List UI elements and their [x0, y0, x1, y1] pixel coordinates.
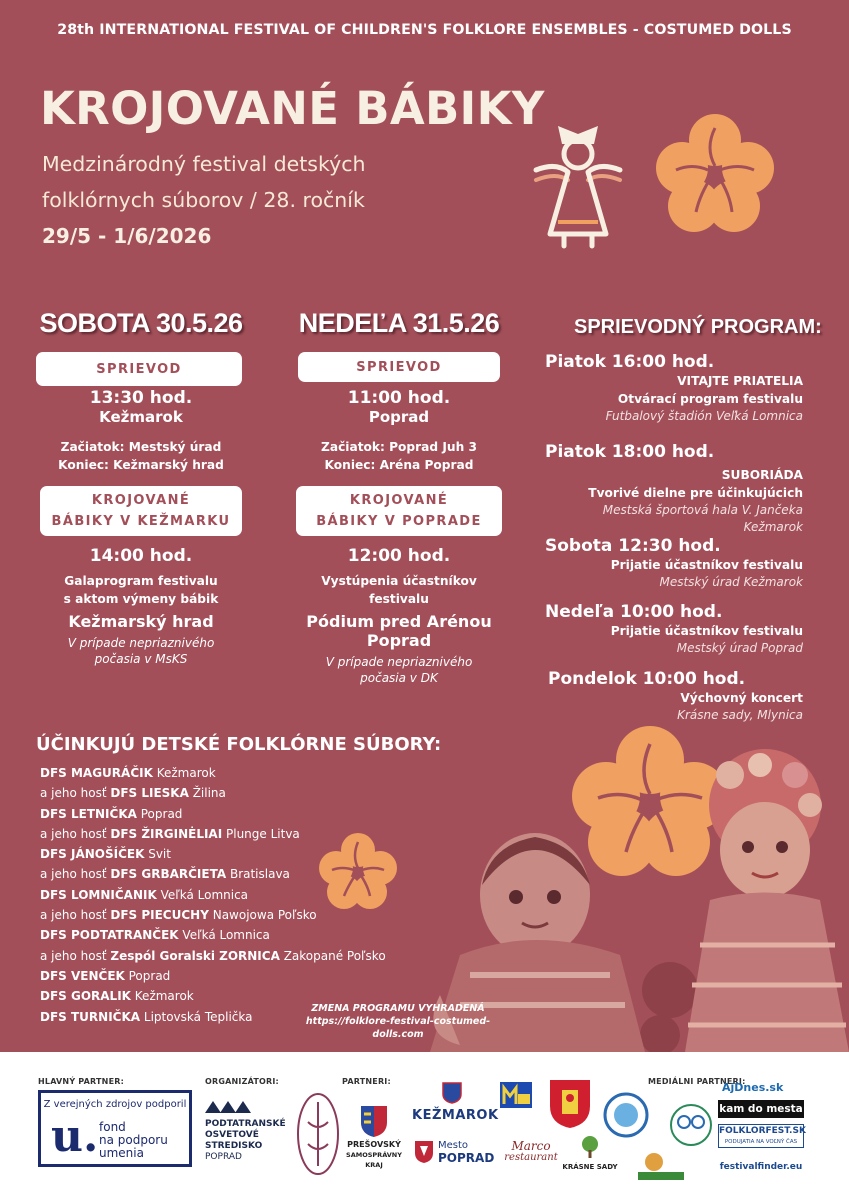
velka-lomnica-crest-icon	[548, 1078, 592, 1130]
krasne-sady-name: KRÁSNE SADY	[562, 1163, 618, 1171]
organizers-label: ORGANIZÁTORI:	[205, 1077, 279, 1086]
ensemble-name: DFS LIESKA	[110, 786, 189, 801]
kezmarok-name: KEŽMAROK	[412, 1108, 499, 1123]
marco-line: restaurant	[504, 1152, 558, 1163]
flower-decoration-icon	[318, 830, 398, 910]
fpu-name-line: umenia	[99, 1146, 144, 1160]
ensemble-prefix: a jeho hosť	[40, 826, 111, 841]
rain-note: V prípade nepriaznivého	[325, 655, 473, 669]
side-program-name: Otvárací program festivalu	[617, 392, 803, 406]
ensemble-name: DFS PIECUCHY	[110, 908, 209, 923]
ensemble-name: DFS VENČEK	[40, 968, 125, 983]
ensembles-title: ÚČINKUJÚ DETSKÉ FOLKLÓRNE SÚBORY:	[36, 734, 442, 755]
ensemble-name: DFS ŽIRGINĖLIAI	[110, 826, 223, 841]
crest-icon	[414, 1140, 434, 1164]
show-label-line: BÁBIKY V POPRADE	[316, 514, 482, 529]
program-change-note	[283, 1002, 513, 1041]
festival-emblem-icon	[296, 1092, 340, 1176]
pos-line: OSVETOVÉ	[205, 1130, 259, 1140]
festivalfinder-name: festivalfinder.eu	[719, 1162, 803, 1172]
show-label-line: KROJOVANÉ	[91, 493, 191, 508]
sunday-heading: NEDEĽA 31.5.26	[298, 308, 500, 338]
list-item	[40, 949, 386, 969]
pos-line: PODTATRANSKÉ	[205, 1119, 286, 1129]
ensemble-town: Zakopané Poľsko	[279, 948, 386, 963]
parade-label: SPRIEVOD	[36, 352, 242, 386]
parade-end: Koniec: Kežmarský hrad	[58, 458, 224, 472]
poprad-line: Mesto	[438, 1140, 469, 1151]
pos-line: STREDISKO	[205, 1141, 263, 1151]
ensemble-town: Kežmarok	[130, 989, 194, 1004]
ensemble-name: DFS LETNIČKA	[40, 806, 137, 821]
side-program-name: Výchovný koncert	[680, 691, 803, 705]
ensemble-name: Zespól Goralski ZORNICA	[110, 948, 280, 963]
ensemble-town: Bratislava	[226, 867, 290, 882]
museum-logo-icon	[496, 1078, 536, 1118]
ensemble-town: Svit	[144, 847, 171, 862]
ensemble-name: DFS LOMNIČANIK	[40, 887, 157, 902]
side-program-location: Futbalový štadión Veľká Lomnica	[605, 409, 803, 423]
saturday-heading: SOBOTA 30.5.26	[39, 308, 243, 338]
ensemble-name: DFS TURNIČKA	[40, 1009, 141, 1024]
parade-town: Poprad	[368, 408, 430, 426]
ensemble-town: Kežmarok	[152, 766, 216, 780]
ensemble-name: DFS PODTATRANČEK	[40, 928, 179, 943]
parade-start: Začiatok: Mestský úrad	[60, 440, 222, 454]
show-desc: s aktom výmeny bábik	[63, 592, 219, 606]
ajdnes-name: AjDnes.sk	[722, 1081, 784, 1094]
show-venue: Kežmarský hrad	[68, 612, 214, 631]
show-desc: Galaprogram festivalu	[64, 574, 218, 588]
folklorfest-logo	[718, 1124, 804, 1148]
list-item	[40, 786, 386, 806]
rain-note: V prípade nepriaznivého	[67, 636, 215, 650]
ensemble-town: Poprad	[136, 806, 183, 821]
side-program-name: Prijatie účastníkov festivalu	[610, 558, 803, 572]
side-program-location: Mestský úrad Poprad	[676, 641, 803, 655]
folklorfest-name: FOLKLORFEST.SK	[719, 1126, 806, 1136]
rain-note: počasia v DK	[360, 671, 438, 685]
side-program-item	[545, 602, 803, 657]
pos-line: POPRAD	[205, 1152, 242, 1162]
side-program-item	[545, 442, 803, 536]
subtitle-line: Medzinárodný festival detských	[42, 152, 366, 176]
saturday-column	[36, 308, 246, 667]
ensemble-town: Veľká Lomnica	[156, 887, 249, 902]
fpu-top-text: Z verejných zdrojov podporil	[43, 1099, 187, 1110]
ensemble-name: DFS JÁNOŠÍČEK	[40, 847, 145, 862]
side-program-time: Pondelok 10:00 hod.	[548, 669, 746, 689]
show-desc: Vystúpenia účastníkov	[321, 574, 477, 588]
ensemble-town: Plunge Litva	[222, 826, 300, 841]
festival-english-title: 28th INTERNATIONAL FESTIVAL OF CHILDREN'S FOLKLORE ENSEMBLES - COSTUMED DOLLS	[57, 22, 792, 38]
show-label	[296, 486, 502, 536]
side-program-item	[545, 352, 803, 425]
flower-decoration-icon	[650, 108, 780, 238]
side-program-name: SUBORIÁDA	[721, 468, 803, 482]
show-label-line: KROJOVANÉ	[349, 493, 449, 508]
pos-poprad-logo	[205, 1098, 295, 1163]
parade-label: SPRIEVOD	[298, 352, 500, 382]
list-item	[40, 766, 386, 786]
parade-town: Kežmarok	[99, 408, 183, 426]
ensemble-name: DFS MAGURÁČIK	[40, 766, 153, 780]
ensemble-town: Veľká Lomnica	[178, 928, 270, 943]
ensemble-town: Poprad	[124, 968, 171, 983]
festival-dates: 29/5 - 1/6/2026	[42, 224, 212, 248]
side-program-location: Krásne sady, Mlynica	[677, 708, 803, 722]
poprad-line: POPRAD	[438, 1151, 495, 1165]
list-item	[40, 807, 386, 827]
parade-end: Koniec: Aréna Poprad	[324, 458, 474, 472]
festival-subtitle	[42, 146, 366, 218]
tree-icon	[580, 1136, 600, 1158]
fpu-name-line: fond	[99, 1120, 126, 1134]
list-item	[40, 908, 386, 928]
side-program-time: Sobota 12:30 hod.	[545, 536, 721, 556]
kamdomesta-name: kam do mesta	[719, 1103, 803, 1115]
show-time: 12:00 hod.	[347, 546, 451, 566]
parade-start: Začiatok: Poprad Juh 3	[321, 440, 477, 454]
psk-line: PREŠOVSKÝ	[347, 1140, 401, 1149]
partners-footer	[0, 1052, 849, 1200]
list-item	[40, 928, 386, 948]
sponsor-mascot-icon	[634, 1150, 688, 1184]
folklore-fan-logo-icon	[668, 1102, 714, 1148]
ensemble-prefix: a jeho hosť	[40, 867, 111, 882]
fpu-name	[99, 1121, 168, 1160]
marco-line: Marco	[511, 1139, 551, 1153]
show-venue: Pódium pred Arénou Poprad	[306, 612, 492, 650]
side-program-location: Mestský úrad Kežmarok	[659, 575, 803, 589]
show-label-line: BÁBIKY V KEŽMARKU	[51, 514, 231, 529]
kezmarok-logo	[412, 1082, 499, 1123]
fpu-logo	[38, 1090, 192, 1167]
folklorfest-sub: PODUJATIA NA VOĽNÝ ČAS	[724, 1139, 798, 1145]
media-partners-label: MEDIÁLNI PARTNERI:	[648, 1077, 746, 1086]
side-program-item	[548, 669, 803, 724]
side-program-time: Nedeľa 10:00 hod.	[545, 602, 723, 622]
mountains-icon	[205, 1099, 251, 1113]
ensemble-prefix: a jeho hosť	[40, 786, 111, 801]
unesco-style-logo-icon	[603, 1092, 649, 1138]
side-program-name: Tvorivé dielne pre účinkujúcich	[588, 486, 803, 500]
list-item	[40, 969, 386, 989]
side-program-name: VITAJTE PRIATELIA	[677, 374, 803, 388]
show-time: 14:00 hod.	[89, 546, 193, 566]
doll-outline-icon	[528, 122, 628, 252]
kamdomesta-logo	[718, 1100, 804, 1118]
festivalfinder-logo	[718, 1154, 804, 1173]
side-program-time: Piatok 16:00 hod.	[545, 352, 715, 372]
ensemble-town: Nawojowa Poľsko	[208, 908, 317, 923]
marco-restaurant-logo	[500, 1140, 562, 1164]
show-desc: festivalu	[369, 592, 429, 606]
side-program-item	[545, 536, 803, 591]
parade-time: 11:00 hod.	[347, 388, 451, 408]
ensemble-prefix: a jeho hosť	[40, 948, 111, 963]
krasne-sady-logo	[560, 1136, 620, 1172]
partners-label: PARTNERI:	[342, 1077, 391, 1086]
ensemble-name: DFS GORALIK	[40, 989, 131, 1004]
side-program-location: Mestská športová hala V. Jančeka Kežmarok	[602, 503, 803, 534]
crest-icon	[442, 1082, 462, 1104]
note-line: ZMENA PROGRAMU VYHRADENÁ	[311, 1003, 485, 1014]
parade-time: 13:30 hod.	[89, 388, 193, 408]
sunday-column	[296, 308, 502, 686]
psk-line: SAMOSPRÁVNY KRAJ	[346, 1151, 402, 1169]
side-program-name: Prijatie účastníkov festivalu	[610, 624, 803, 638]
main-partner-label: HLAVNÝ PARTNER:	[38, 1077, 125, 1086]
fpu-name-line: na podporu	[99, 1133, 168, 1147]
ensemble-town: Liptovská Teplička	[140, 1009, 253, 1024]
side-program-title: SPRIEVODNÝ PROGRAM:	[574, 316, 822, 338]
page-title: KROJOVANÉ BÁBIKY	[40, 82, 545, 135]
ensemble-name: DFS GRBARČIETA	[110, 867, 227, 882]
website-link[interactable]: https://folklore-festival-costumed-dolls.com	[305, 1016, 491, 1040]
side-program-time: Piatok 18:00 hod.	[545, 442, 715, 462]
ajdnes-logo	[722, 1076, 806, 1095]
subtitle-line: folklórnych súborov / 28. ročník	[42, 188, 365, 212]
fpu-mark: u.	[51, 1111, 99, 1162]
ensemble-town: Žilina	[188, 786, 226, 801]
coat-of-arms-icon	[359, 1104, 389, 1138]
ensemble-prefix: a jeho hosť	[40, 908, 111, 923]
show-label	[40, 486, 242, 536]
rain-note: počasia v MsKS	[94, 652, 188, 666]
psk-logo	[342, 1104, 406, 1170]
